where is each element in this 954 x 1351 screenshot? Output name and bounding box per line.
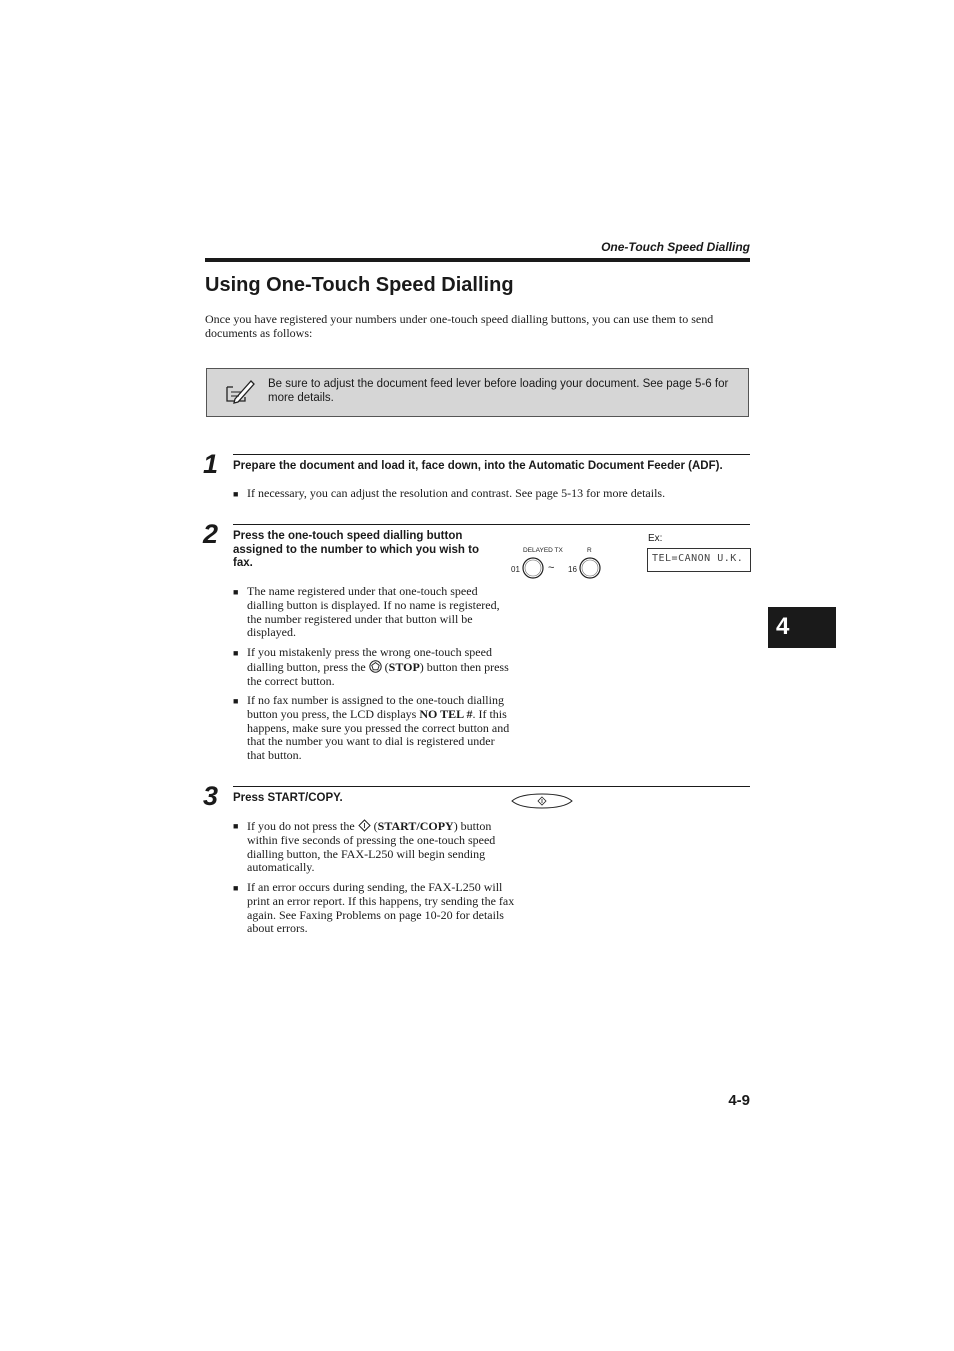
step-3-heading: Press START/COPY. [233,792,343,804]
list-item [233,487,767,501]
one-touch-button-01 [523,558,543,578]
stop-label: STOP [388,659,420,674]
lcd-text: TEL=CANON U.K. [652,553,744,564]
header-rule [205,258,750,262]
bullet-text-pre: If you do not press the [247,819,355,833]
step-1-heading: Prepare the document and load it, face down, into the Automatic Document Feeder (ADF). [233,460,723,472]
step-3-rule [233,786,750,787]
delayed-tx-label: DELAYED TX [523,547,563,554]
note-pencil-icon [223,377,255,405]
running-header: One-Touch Speed Dialling [601,240,750,254]
lcd-message: NO TEL # [419,706,473,721]
button-01-label: 01 [511,565,520,574]
bullet-text: The name registered under that one-touch speed dialling button is displayed. If no name is registered, the number registered under that button will be displayed. [247,584,500,640]
bullet-square-icon: ■ [233,648,239,658]
step-2-number: 2 [203,519,219,549]
bullet-square-icon: ■ [233,883,239,893]
list-item [233,694,515,763]
step-3-number: 3 [203,781,219,811]
start-copy-icon [358,819,371,832]
chapter-number: 4 [776,613,790,640]
r-label: R [587,547,592,554]
step-2-rule [233,524,750,525]
bullet-square-icon: ■ [233,821,239,831]
bullet-text: If necessary, you can adjust the resolution and contrast. See page 5-13 for more details. [247,486,666,500]
example-label: Ex: [648,533,663,544]
step-1-rule [233,454,750,455]
bullet-square-icon: ■ [233,587,239,597]
lcd-display [647,548,751,572]
tilde-symbol: ~ [548,562,555,574]
bullet-square-icon: ■ [233,696,239,706]
note-text: Be sure to adjust the document feed lever before loading your document. See page 5-6 for more details. [268,378,729,404]
bullet-text: If an error occurs during sending, the FAX-L250 will print an error report. If this happens, try sending the fax again. See Faxing Problems on page 10-20 for details about errors. [247,880,515,936]
list-item [233,881,515,936]
button-16-label: 16 [568,565,577,574]
bullet-text-post: ) button within five seconds of pressing the one-touch speed dialling button, the FAX-L250 will begin sending automatically. [247,819,496,875]
step-2-heading: Press the one-touch speed dialling button assigned to the number to which you wish to fax. [233,530,479,569]
chapter-tab [768,607,836,648]
bullet-text-post: ) button then press the correct button. [247,659,509,688]
start-copy-button-icon [510,792,574,810]
note-box [206,368,749,417]
bullet-text-pre: If no fax number is assigned to the one-touch dialling button you press, the LCD displays [247,693,504,721]
step-1-number: 1 [203,449,219,479]
bullet-text-pre: If you mistakenly press the wrong one-touch speed dialling button, press the [247,645,492,674]
bullet-square-icon: ■ [233,489,239,499]
stop-button-icon [369,660,382,673]
list-item [233,585,515,640]
list-item: ■ If you mistakenly press the wrong one-touch speed dialling button, press the (STOP) button then press the correct button. [233,645,509,688]
page-title: Using One-Touch Speed Dialling [205,274,514,296]
page-number: 4-9 [728,1092,750,1109]
start-copy-label: START/COPY [377,819,454,833]
one-touch-button-16 [580,558,600,578]
list-item: ■ If you do not press the (START/COPY) button within five seconds of pressing the one-touch speed dialling button, the FAX-L250 will begin sending automatically. [233,819,496,875]
one-touch-buttons-illustration [508,540,618,582]
intro-paragraph: Once you have registered your numbers under one-touch speed dialling buttons, you can use them to send documents as follows: [205,312,714,340]
bullet-text-post: . If this happens, make sure you pressed the correct button and that the number you want to dial is registered under that button. [247,706,510,763]
